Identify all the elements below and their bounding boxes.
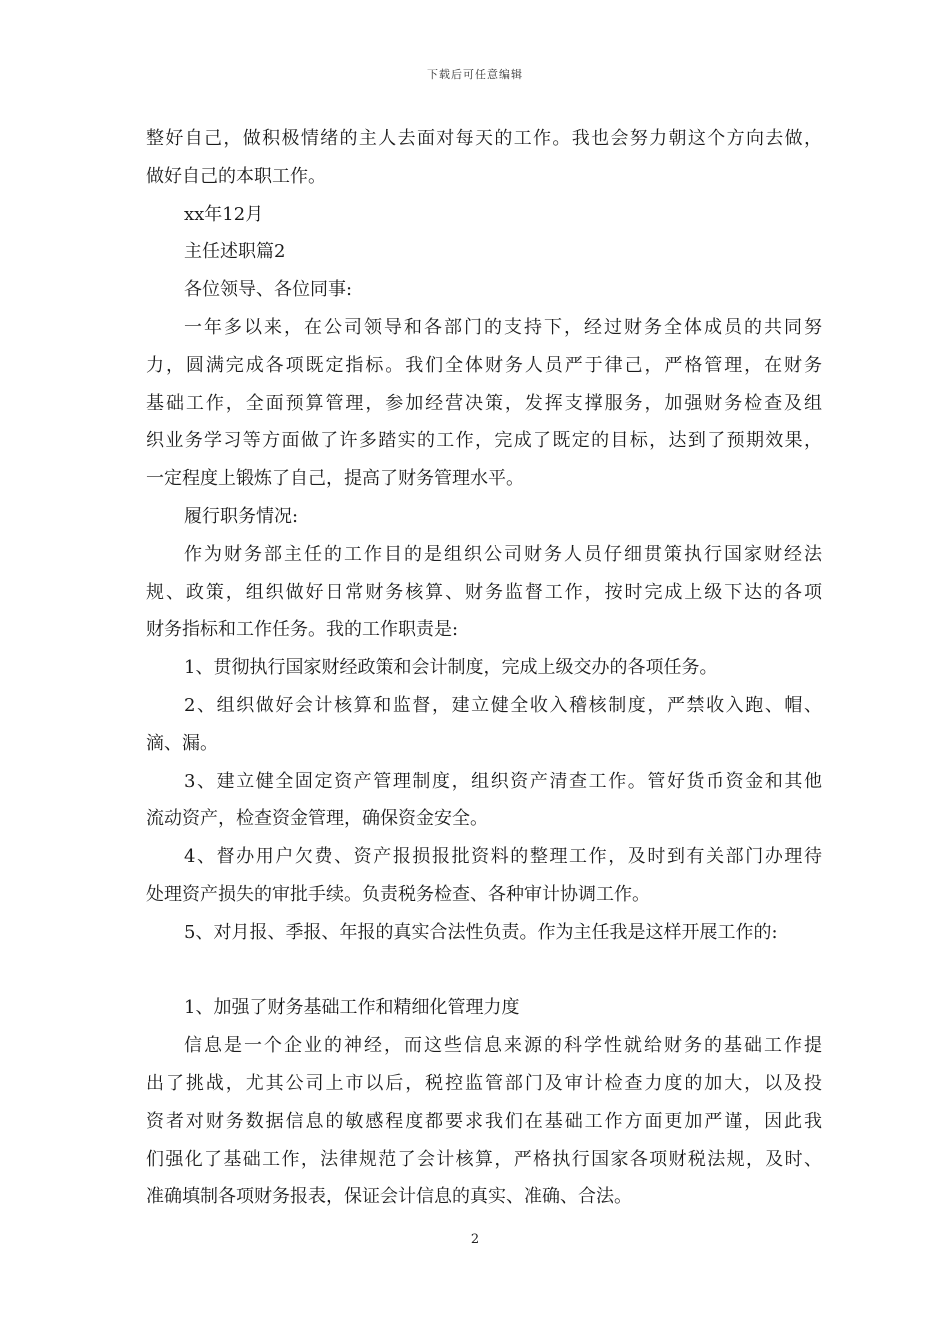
- list-item: 1、贯彻执行国家财经政策和会计制度，完成上级交办的各项任务。: [184, 657, 718, 679]
- paragraph-line: 准确填制各项财务报表，保证会计信息的真实、准确、合法。: [146, 1186, 632, 1208]
- paragraph-line: 力，圆满完成各项既定指标。我们全体财务人员严于律己，严格管理，在财务: [146, 354, 822, 376]
- list-item-continued: 滴、漏。: [146, 732, 218, 754]
- blank-line: [146, 952, 822, 990]
- subheading: 履行职务情况:: [184, 505, 299, 527]
- date-line: xx年12月: [184, 203, 264, 225]
- list-item: 5、对月报、季报、年报的真实合法性负责。作为主任我是这样开展工作的:: [184, 921, 778, 943]
- list-item: 2、组织做好会计核算和监督，建立健全收入稽核制度，严禁收入跑、帽、: [184, 694, 822, 716]
- subheading: 1、加强了财务基础工作和精细化管理力度: [184, 997, 520, 1019]
- list-item: 4、督办用户欠费、资产报损报批资料的整理工作，及时到有关部门办理待: [184, 846, 822, 868]
- paragraph-line: 作为财务部主任的工作目的是组织公司财务人员仔细贯策执行国家财经法: [184, 543, 822, 565]
- list-item-continued: 处理资产损失的审批手续。负责税务检查、各种审计协调工作。: [146, 883, 650, 905]
- page-number: 2: [470, 1232, 480, 1247]
- paragraph-line: 一年多以来，在公司领导和各部门的支持下，经过财务全体成员的共同努: [184, 316, 822, 338]
- document-body: [146, 120, 822, 1216]
- paragraph-line: 出了挑战，尤其公司上市以后，税控监管部门及审计检查力度的加大，以及投: [146, 1072, 822, 1094]
- paragraph-line: 信息是一个企业的神经，而这些信息来源的科学性就给财务的基础工作提: [184, 1035, 822, 1057]
- paragraph-line: 们强化了基础工作，法律规范了会计核算，严格执行国家各项财税法规，及时、: [146, 1148, 822, 1170]
- paragraph-line: 资者对财务数据信息的敏感程度都要求我们在基础工作方面更加严谨，因此我: [146, 1110, 822, 1132]
- list-item: 3、建立健全固定资产管理制度，组织资产清查工作。管好货币资金和其他: [184, 770, 822, 792]
- list-item-continued: 流动资产，检查资金管理，确保资金安全。: [146, 808, 488, 830]
- paragraph-line: 基础工作，全面预算管理，参加经营决策，发挥支撑服务，加强财务检查及组: [146, 392, 822, 414]
- paragraph-line: 财务指标和工作任务。我的工作职责是:: [146, 619, 459, 641]
- salutation: 各位领导、各位同事:: [184, 279, 353, 301]
- section-title: 主任述职篇2: [184, 241, 286, 263]
- header-note: 下载后可任意编辑: [427, 68, 523, 81]
- paragraph-line: 规、政策，组织做好日常财务核算、财务监督工作，按时完成上级下达的各项: [146, 581, 822, 603]
- paragraph-line: 整好自己，做积极情绪的主人去面对每天的工作。我也会努力朝这个方向去做，: [146, 128, 822, 149]
- paragraph-line: 一定程度上锻炼了自己，提高了财务管理水平。: [146, 468, 524, 490]
- paragraph-line: 做好自己的本职工作。: [146, 165, 326, 187]
- paragraph-line: 织业务学习等方面做了许多踏实的工作，完成了既定的目标，达到了预期效果，: [146, 430, 822, 452]
